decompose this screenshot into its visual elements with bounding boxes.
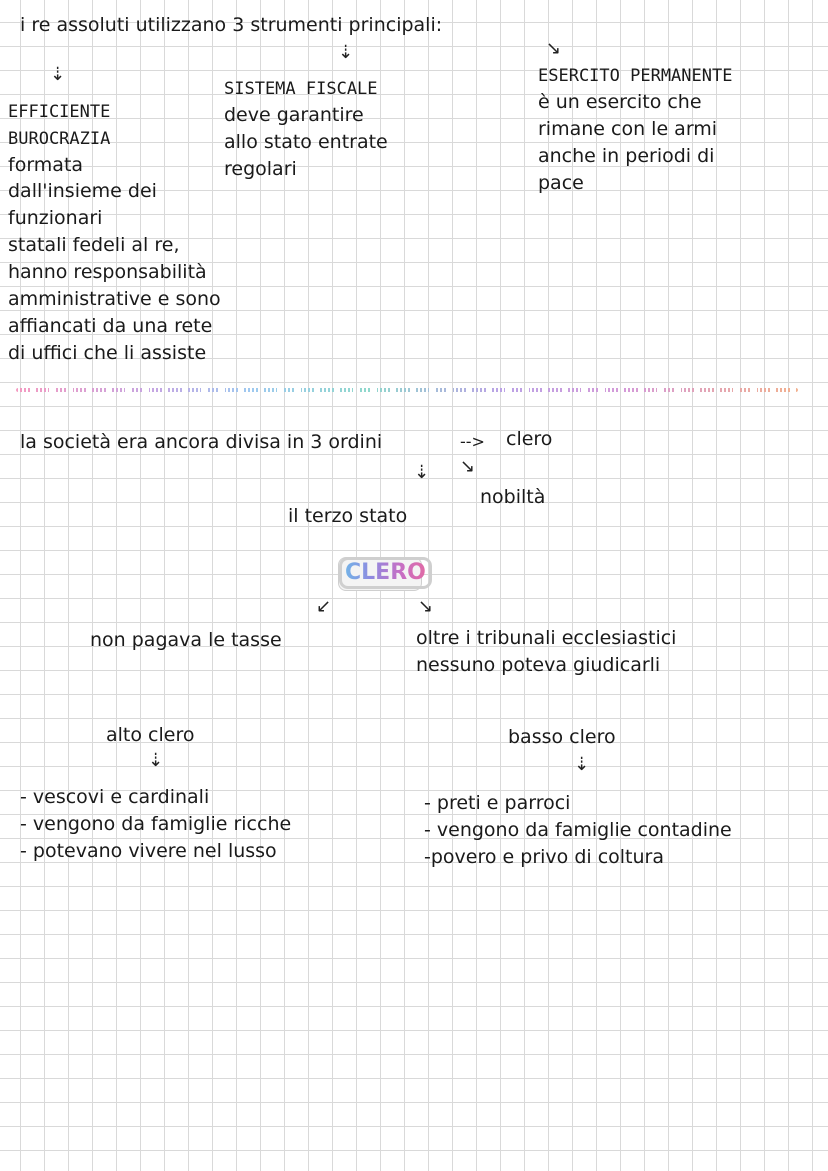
basso-clero-item: - preti e parroci xyxy=(424,792,571,814)
fiscale-line: deve garantire xyxy=(224,104,364,126)
burocrazia-line: amministrative e sono xyxy=(8,288,221,310)
arrow-down-left-icon: ↙ xyxy=(316,596,332,617)
alto-clero-item: - potevano vivere nel lusso xyxy=(20,840,277,862)
basso-clero-item: - vengono da famiglie contadine xyxy=(424,819,732,841)
esercito-line: anche in periodi di xyxy=(538,145,715,167)
arrow-down-icon: ⇣ xyxy=(338,42,354,63)
esercito-line: è un esercito che xyxy=(538,91,702,113)
societa-clero: clero xyxy=(506,428,553,450)
clero-left-text: non pagava le tasse xyxy=(90,629,282,651)
alto-clero-item: - vengono da famiglie ricche xyxy=(20,813,292,835)
intro-text: i re assoluti utilizzano 3 strumenti principali: xyxy=(20,14,443,36)
esercito-line: pace xyxy=(538,172,584,194)
arrow-down-right-icon: ↘ xyxy=(546,38,562,59)
arrow-down-right-icon: ↘ xyxy=(460,456,476,477)
fiscale-line: allo stato entrate xyxy=(224,131,388,153)
burocrazia-title-2: BUROCRAZIA xyxy=(8,129,111,149)
arrow-down-icon: ⇣ xyxy=(50,64,66,85)
burocrazia-line: hanno responsabilità xyxy=(8,261,207,283)
burocrazia-line: di uffici che li assiste xyxy=(8,342,207,364)
arrow-down-icon: ⇣ xyxy=(414,462,430,483)
burocrazia-line: statali fedeli al re, xyxy=(8,234,180,256)
basso-clero-title: basso clero xyxy=(508,726,616,748)
burocrazia-line: dall'insieme dei xyxy=(8,180,157,202)
dashed-divider xyxy=(16,388,798,392)
clero-right-text-2: nessuno poteva giudicarli xyxy=(416,654,661,676)
arrow-down-icon: ⇣ xyxy=(574,754,590,775)
arrow-down-icon: ⇣ xyxy=(148,750,164,771)
basso-clero-item: -povero e privo di coltura xyxy=(424,846,664,868)
arrow-down-right-icon: ↘ xyxy=(418,596,434,617)
societa-sentence: la società era ancora divisa in 3 ordini xyxy=(20,431,383,453)
burocrazia-title-1: EFFICIENTE xyxy=(8,102,111,122)
esercito-title: ESERCITO PERMANENTE xyxy=(538,66,733,86)
alto-clero-title: alto clero xyxy=(106,724,195,746)
societa-arrow: --> xyxy=(460,432,485,451)
clero-right-text-1: oltre i tribunali ecclesiastici xyxy=(416,627,677,649)
societa-terzo-stato: il terzo stato xyxy=(288,505,408,527)
burocrazia-line: affiancati da una rete xyxy=(8,315,213,337)
fiscale-title: SISTEMA FISCALE xyxy=(224,79,378,99)
clero-badge: CLERO xyxy=(341,559,430,587)
fiscale-line: regolari xyxy=(224,158,297,180)
societa-nobilta: nobiltà xyxy=(480,486,546,508)
alto-clero-item: - vescovi e cardinali xyxy=(20,786,210,808)
esercito-line: rimane con le armi xyxy=(538,118,718,140)
burocrazia-line: formata xyxy=(8,154,84,176)
burocrazia-line: funzionari xyxy=(8,207,103,229)
